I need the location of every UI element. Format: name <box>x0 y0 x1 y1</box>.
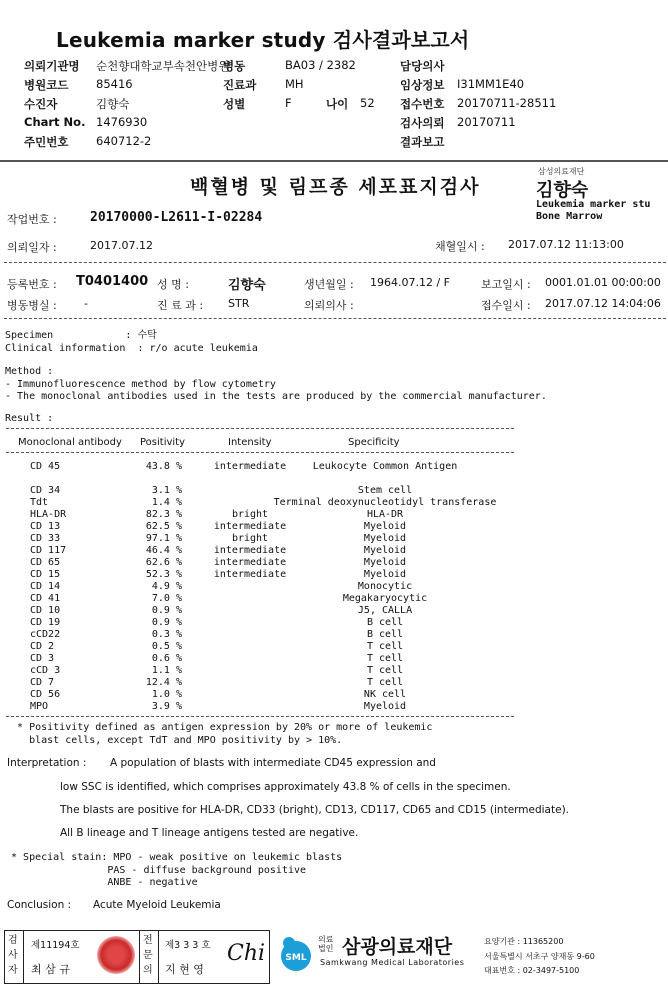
org-address: 서울특별시 서초구 양재동 9-60 <box>484 952 595 961</box>
cell-intensity: intermediate <box>213 461 287 472</box>
table-row <box>0 569 668 581</box>
collect-datetime: 2017.07.12 11:13:00 <box>508 238 624 251</box>
corner-org: 삼성의료재단 <box>538 167 585 176</box>
cell-positivity: 3.9 % <box>151 701 182 712</box>
conclusion: Acute Myeloid Leukemia <box>93 899 221 911</box>
cell-specificity: T cell <box>366 665 404 676</box>
header-label: 접수번호 <box>400 97 445 111</box>
header-label: 의뢰기관명 <box>24 59 80 73</box>
cell-positivity: 3.1 % <box>151 485 182 496</box>
logo-text: SML <box>285 953 307 963</box>
cell-antibody: CD 56 <box>30 689 61 700</box>
cell-antibody: CD 7 <box>30 677 55 688</box>
table-divider <box>6 428 514 429</box>
reg-no: T0401400 <box>76 274 149 289</box>
org-phone: 대표번호 : 02-3497-5100 <box>484 966 580 975</box>
reg-no-label: 등록번호 : <box>7 278 57 291</box>
header-label: 수진자 <box>24 97 58 111</box>
divider <box>4 318 666 319</box>
cell-antibody: CD 33 <box>30 533 61 544</box>
cell-specificity: NK cell <box>363 689 407 700</box>
table-row <box>0 557 668 569</box>
cell-intensity: intermediate <box>213 557 287 568</box>
header-value: F <box>285 96 292 110</box>
examiner-license: 제11194호 <box>31 940 80 951</box>
cell-intensity: bright <box>231 509 269 520</box>
interpretation-line: The blasts are positive for HLA-DR, CD33 (bright), CD13, CD117, CD65 and CD15 (intermediate). <box>60 804 569 816</box>
header-label: 임상정보 <box>400 78 445 92</box>
request-date: 2017.07.12 <box>90 239 153 252</box>
cell-antibody: CD 10 <box>30 605 61 616</box>
cell-antibody: CD 13 <box>30 521 61 532</box>
header-row <box>0 77 668 95</box>
cell-positivity: 46.4 % <box>145 545 182 556</box>
cell-antibody: CD 14 <box>30 581 61 592</box>
seal-stamp <box>97 936 135 974</box>
dept: STR <box>228 297 250 310</box>
cell-positivity: 0.6 % <box>151 653 182 664</box>
cell-intensity: intermediate <box>213 545 287 556</box>
cell-specificity: T cell <box>366 641 404 652</box>
table-row <box>0 701 668 713</box>
cell-positivity: 0.5 % <box>151 641 182 652</box>
examiner-label: 검사자 <box>8 935 18 976</box>
cell-antibody: CD 41 <box>30 593 61 604</box>
receipt-label: 접수일시 : <box>481 299 531 312</box>
cell-specificity: Megakaryocytic <box>342 593 428 604</box>
cell-positivity: 0.9 % <box>151 605 182 616</box>
cell-positivity: 43.8 % <box>145 461 182 472</box>
header-value: 20170711-28511 <box>457 96 557 110</box>
cell-specificity: Myeloid <box>363 701 407 712</box>
org-name: 삼광의료재단 <box>342 936 453 958</box>
header-value: 김향숙 <box>96 97 130 111</box>
header-label: 주민번호 <box>24 135 69 149</box>
header-row <box>0 96 668 114</box>
divider <box>23 931 24 983</box>
cell-specificity: Myeloid <box>363 521 407 532</box>
ward: - <box>84 297 88 310</box>
interpretation-label: Interpretation : <box>7 757 87 769</box>
org-english-name: Samkwang Medical Laboratories <box>320 958 465 967</box>
divider <box>4 262 666 263</box>
patient-name: 김향숙 <box>228 278 266 293</box>
examiner-name: 최 삼 규 <box>31 963 70 976</box>
special-stain: * Special stain: MPO - weak positive on leukemic blasts PAS - diffuse background positive ANBE - negative <box>11 852 343 888</box>
cell-positivity: 1.4 % <box>151 497 182 508</box>
corner-specimen: Bone Marrow <box>536 211 603 222</box>
cell-specificity: Myeloid <box>363 557 407 568</box>
table-divider <box>6 716 514 717</box>
cell-positivity: 1.0 % <box>151 689 182 700</box>
table-row <box>0 677 668 689</box>
table-row <box>0 485 668 497</box>
cell-specificity: B cell <box>366 629 404 640</box>
cell-specificity: HLA-DR <box>366 509 404 520</box>
page-title: Leukemia marker study 검사결과보고서 <box>56 28 470 52</box>
specialist-label: 전문의 <box>143 935 153 976</box>
dob: 1964.07.12 / F <box>370 276 451 289</box>
header-row <box>0 58 668 76</box>
report-date: 0001.01.01 00:00:00 <box>545 276 661 289</box>
corner-study: Leukemia marker stu <box>536 199 651 210</box>
table-row <box>0 641 668 653</box>
collect-label: 채혈일시 : <box>435 240 485 253</box>
header-label: Chart No. <box>24 115 86 129</box>
signature-box <box>4 930 270 984</box>
cell-antibody: Tdt <box>30 497 49 508</box>
cell-antibody: CD 3 <box>30 653 55 664</box>
header-row <box>0 134 668 152</box>
table-row <box>0 653 668 665</box>
cell-positivity: 4.9 % <box>151 581 182 592</box>
cell-specificity: T cell <box>366 653 404 664</box>
table-row <box>0 665 668 677</box>
specialist-license: 제3 3 3 호 <box>165 940 211 951</box>
header-label: 진료과 <box>223 78 257 92</box>
header-label: 성별 <box>223 97 246 111</box>
header-value: 순천향대학교부속천안병원 <box>96 59 230 73</box>
org-type: 의료 법인 <box>318 935 334 953</box>
table-row <box>0 629 668 641</box>
cell-positivity: 12.4 % <box>145 677 182 688</box>
doctor-label: 의뢰의사 : <box>304 299 354 312</box>
cell-specificity: J5, CALLA <box>357 605 413 616</box>
header-label: 결과보고 <box>400 135 445 149</box>
result-label: Result : <box>5 413 54 424</box>
cell-specificity: Monocytic <box>357 581 413 592</box>
header-label: 병원코드 <box>24 78 69 92</box>
header-value: BA03 / 2382 <box>285 58 356 72</box>
col-header-intensity: Intensity <box>228 437 272 448</box>
cell-specificity: Myeloid <box>363 569 407 580</box>
corner-patient-name: 김향숙 <box>536 180 589 201</box>
cell-antibody: cCD22 <box>30 629 61 640</box>
cell-positivity: 62.5 % <box>145 521 182 532</box>
table-row <box>0 497 668 509</box>
col-header-antibody: Monoclonal antibody <box>18 437 122 448</box>
cell-specificity: Leukocyte Common Antigen <box>312 461 458 472</box>
dob-label: 생년월일 : <box>304 278 354 291</box>
divider <box>139 931 140 983</box>
cell-specificity: Myeloid <box>363 545 407 556</box>
cell-specificity: Myeloid <box>363 533 407 544</box>
header-label: 병동 <box>223 59 246 73</box>
request-date-label: 의뢰일자 : <box>7 241 57 254</box>
cell-positivity: 82.3 % <box>145 509 182 520</box>
divider <box>158 931 159 983</box>
sml-logo-icon <box>276 934 316 972</box>
method-info: Method : - Immunofluorescence method by flow cytometry - The monoclonal antibodies used in the tests are produced by the commercial manufacturer. <box>5 366 547 402</box>
header-value: 85416 <box>96 77 133 91</box>
header-label: 나이 <box>326 97 349 111</box>
cell-antibody: CD 19 <box>30 617 61 628</box>
table-row <box>0 581 668 593</box>
cell-antibody: CD 65 <box>30 557 61 568</box>
cell-antibody: CD 2 <box>30 641 55 652</box>
header-divider <box>0 160 668 162</box>
header-value: 52 <box>360 96 375 110</box>
cell-intensity: intermediate <box>213 569 287 580</box>
table-row <box>0 533 668 545</box>
table-row <box>0 461 668 473</box>
conclusion-label: Conclusion : <box>7 899 72 911</box>
cell-antibody: CD 45 <box>30 461 61 472</box>
interpretation-line: A population of blasts with intermediate CD45 expression and <box>110 757 436 769</box>
cell-intensity: intermediate <box>213 521 287 532</box>
cell-antibody: CD 34 <box>30 485 61 496</box>
signature: Chi <box>227 941 266 966</box>
cell-positivity: 52.3 % <box>145 569 182 580</box>
cell-positivity: 7.0 % <box>151 593 182 604</box>
cell-positivity: 0.3 % <box>151 629 182 640</box>
cell-positivity: 97.1 % <box>145 533 182 544</box>
ward-label: 병동병실 : <box>7 299 57 312</box>
table-row <box>0 521 668 533</box>
header-value: 640712-2 <box>96 134 152 148</box>
col-header-positivity: Positivity <box>140 437 186 448</box>
table-row <box>0 689 668 701</box>
header-label: 검사의뢰 <box>400 116 445 130</box>
cell-specificity: T cell <box>366 677 404 688</box>
col-header-specificity: Specificity <box>348 437 400 448</box>
table-divider <box>6 452 514 453</box>
table-row <box>0 593 668 605</box>
header-row <box>0 115 668 133</box>
work-no: 20170000-L2611-I-02284 <box>90 210 263 225</box>
interpretation-line: All B lineage and T lineage antigens tested are negative. <box>60 827 359 839</box>
org-code: 요양기관 : 11365200 <box>484 937 564 946</box>
report-date-label: 보고일시 : <box>481 278 531 291</box>
specialist-name: 지 현 영 <box>165 963 204 976</box>
header-value: MH <box>285 77 304 91</box>
cell-specificity: Terminal deoxynucleotidyl transferase <box>273 497 497 508</box>
cell-intensity: bright <box>231 533 269 544</box>
table-row <box>0 545 668 557</box>
cell-antibody: CD 117 <box>30 545 67 556</box>
header-label: 담당의사 <box>400 59 445 73</box>
name-label: 성 명 : <box>157 278 189 291</box>
specimen-info: Specimen : 수탁 Clinical information : r/o acute leukemia <box>5 330 258 354</box>
table-row <box>0 605 668 617</box>
header-value: I31MM1E40 <box>457 77 525 91</box>
header-value: 20170711 <box>457 115 516 129</box>
cell-antibody: MPO <box>30 701 49 712</box>
receipt-datetime: 2017.07.12 14:04:06 <box>545 297 661 310</box>
table-row <box>0 509 668 521</box>
header-value: 1476930 <box>96 115 148 129</box>
interpretation-line: low SSC is identified, which comprises approximately 43.8 % of cells in the specimen. <box>60 781 511 793</box>
cell-antibody: HLA-DR <box>30 509 67 520</box>
cell-specificity: B cell <box>366 617 404 628</box>
cell-specificity: Stem cell <box>357 485 413 496</box>
cell-positivity: 0.9 % <box>151 617 182 628</box>
work-no-label: 작업번호 : <box>7 213 57 226</box>
dept-label: 진 료 과 : <box>157 299 204 312</box>
table-row <box>0 617 668 629</box>
cell-positivity: 1.1 % <box>151 665 182 676</box>
cell-antibody: CD 15 <box>30 569 61 580</box>
cell-antibody: cCD 3 <box>30 665 61 676</box>
report-title: 백혈병 및 림프종 세포표지검사 <box>190 176 481 198</box>
positivity-footnote: * Positivity defined as antigen expression by 20% or more of leukemic blast cells, except TdT and MPO positivity by > 10%. <box>17 722 433 746</box>
cell-positivity: 62.6 % <box>145 557 182 568</box>
